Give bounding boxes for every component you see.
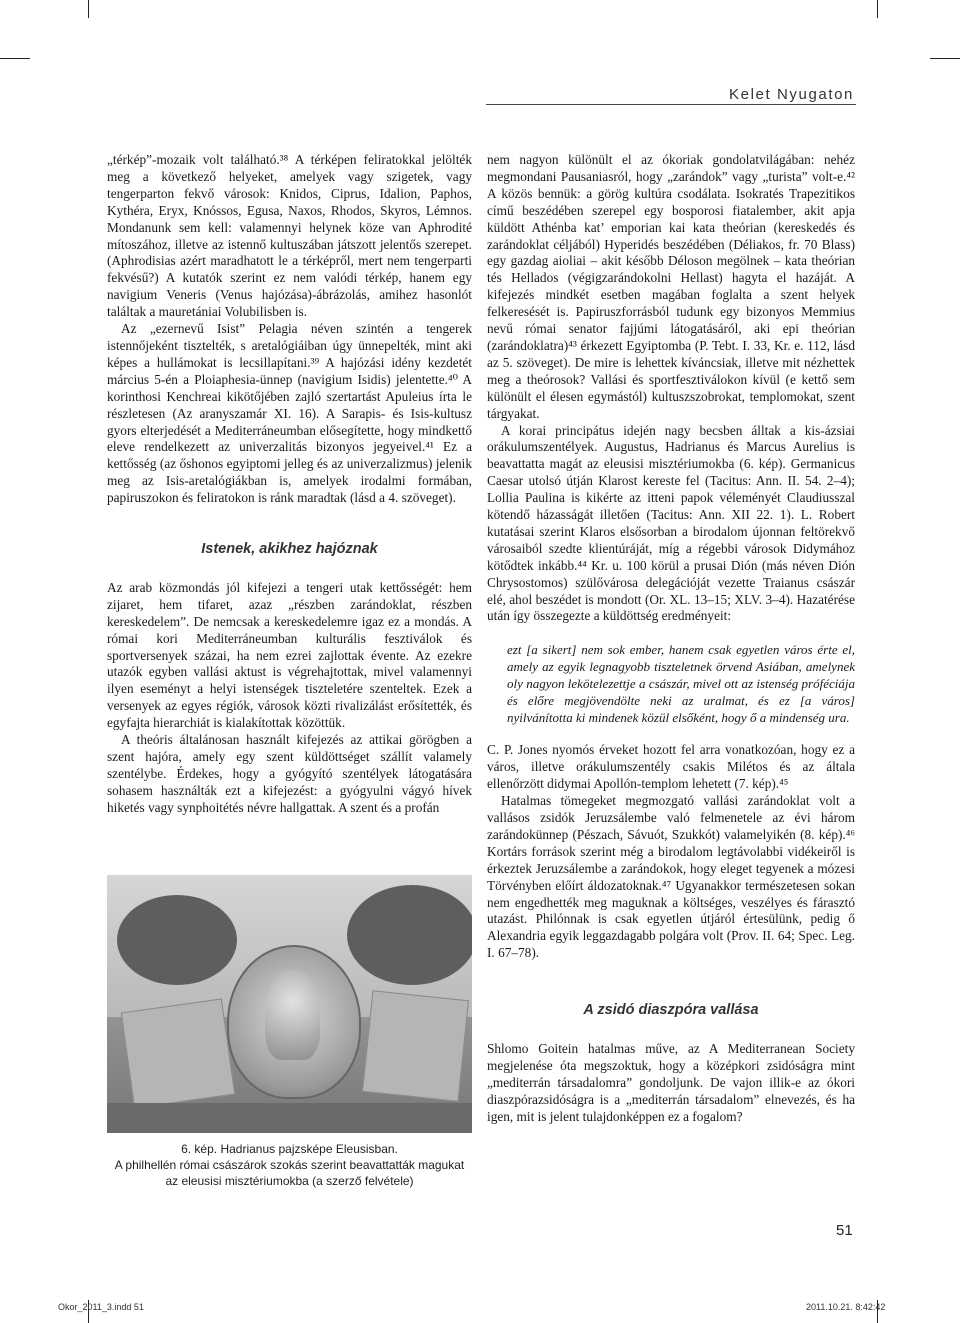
paragraph: Az arab közmondás jól kifejezi a tengeri utak kettősségét: hem zijaret, hem tifaret, azaz „részben zarándoklat, részben kereskedelem”. De nemcsak a kereskedelemre igaz ez a mondás. A római kori Mediterráneumban kulturális fesztiválok és sportversenyek százai, ha nem ezrei zajlottak évente. Az ezekre utazók egyben vallási aktust is végrehajtottak, mivel valamennyi ilyen eseményt a helyi istenségek tiszteletére szenteltek. Ezek a versenyek az egyes régiók, városok közti rivalizálást erősítették, és egyfajta hierarchiát is kialakítottak közöttük.: [107, 579, 472, 731]
photo-stone-block: [121, 998, 236, 1108]
crop-mark-top-left-h: [0, 58, 30, 59]
page-number: 51: [836, 1222, 853, 1239]
section-title: A zsidó diaszpóra vallása: [583, 1002, 759, 1019]
header-rule: [486, 104, 856, 105]
photo-ground: [107, 1103, 472, 1133]
paragraph: „térkép”-mozaik volt található.³⁸ A térképen feliratokkal jelölték meg a következő helyeket, amelyek vagy szigetek, vagy tengerparton fekvő városok: Knidos, Ciprus, Idalion, Paphos, Kythéra, Eryx, Knóssos, Egusa, Naxos, Rhodos, Skyros, Lémnos. Mondanunk sem kell: valamennyi helynek köze van Aphrodité mítoszához, illetve az istennő kultuszában játszott jelentős szerepet. (Aphrodisias azért maradhatott le a térképről, mert nem tengerparti fekvésű?) A kutatók szerint ez nem valódi térkép, hanem egy navigium Veneris (Venus hajózása)-ábrázolás, amihez hasonlót találtak a mauretániai Volubilisben is.: [107, 152, 472, 320]
crop-mark-top-right: [877, 0, 878, 18]
paragraph: Shlomo Goitein hatalmas műve, az A Mediterranean Society megjelenése óta megszoktuk, hogy a középkori zsidóságra mint „mediterrán társadalomra” gondoljunk. De vajon illik-e az ókori diaszpórazsidóságra is a „mediterrán társadalom” elnevezés, és ha igen, mit is jelent tulajdonképpen ez a fogalom?: [487, 1041, 855, 1124]
photo-bust: [265, 970, 320, 1060]
hadrianus-shield-photo: [107, 875, 472, 1133]
left-column: [107, 152, 472, 817]
block-quote: ezt [a sikert] nem sok ember, hanem csak egyetlen város érte el, amely az egyik legnagyobb tiszteletnek örvend Asiában, amelynek oly nagyon lekötelezettje a császár, mivel ott az istenség próféciája és előre megjövendölte neki az uralmat, és ez [a város] nyilvánította ki mindenek közül elsőként, hogy ő a mindenség ura.: [507, 642, 855, 726]
photo-tree: [347, 885, 472, 985]
slug-file: Okor_2011_3.indd 51: [58, 1302, 144, 1312]
running-head: Kelet Nyugaton: [729, 86, 854, 103]
paragraph: A theóris általánosan használt kifejezés az attikai görögben a szent hajóra, amely egy szent küldöttséget szállít valamely szentélybe. Érdekes, hogy a gyógyító szentélyek látogatására sohasem használták ezt a kifejezést: a gyógyulni vágyó hívek hiketés vagy synphoitétés névre hallgattak. A szent és a profán: [107, 732, 472, 815]
caption-line: az eleusisi misztériumokba (a szerző felvétele): [165, 1174, 414, 1188]
caption-line: 6. kép. Hadrianus pajzsképe Eleusisban.: [181, 1142, 398, 1156]
photo-caption: [107, 1141, 472, 1189]
paragraph: C. P. Jones nyomós érveket hozott fel arra vonatkozóan, hogy ez a város, illetve orákulumszentély csakis Milétos és az általa ellenőrzött didymai Apollón-templom lehetett (7. kép).⁴⁵: [487, 742, 855, 792]
crop-mark-top-left: [88, 0, 89, 18]
paragraph: Hatalmas tömegeket megmozgató vallási zarándoklat volt a vallásos zsidók Jeruzsálembe való felmenetele az évi három zarándokünnep (Pészach, Sávuót, Szukkót) valamelyikén (8. kép).⁴⁶ Kortárs források szerint még a birodalom legtávolabbi vidékeiről is érkeztek Jeruzsálembe a zarándokok, hogy eleget tegyenek a mózesi Törvényben előírt áldozatoknak.⁴⁷ Ugyanakkor természetesen sokan nem engedhették meg maguknak a költséges, veszélyes és fárasztó utazást. Philónnak is csak egyetlen útjáról értesülünk, pedig ő Alexandria egyik leggazdagabb polgára volt (Prov. II. 64; Spec. Leg. I. 67–78).: [487, 793, 855, 961]
crop-mark-top-right-h: [930, 58, 960, 59]
slug-timestamp: 2011.10.21. 8:42:42: [806, 1302, 886, 1312]
paragraph: A korai principátus idején nagy becsben álltak a kis-ázsiai orákulumszentélyek. Augustus, Hadrianus és Marcus Aurelius is beavattatta magát az eleusisi misztériumokba (6. kép). Germanicus Caesar utolsó útján Klarost kereste fel (Tacitus: Ann. II. 54. 2–4); Lollia Paulina is kikérte az itteni papok véleményét Claudiusszal kötendő házasságát illetően (Tacitus: Ann. XII 22. 1). L. Robert kutatásai szerint Klaros elsősorban a birodalom újonnan feltörekvő városaiból szedte klientúráját, míg a régebbi városok Didymához kötődtek inkább.⁴⁴ Kr. u. 100 körül a prusai Dión (más néven Dión Chrysostomos) szülővárosa delegációját vezette Traianus császár elé, ahol beszédet is mondott (Or. XL. 13–15; XLV. 3–4). Hazatérése után így összegezte a küldöttség eredményeit:: [487, 422, 855, 624]
paragraph: nem nagyon különült el az ókoriak gondolatvilágában: nehéz megmondani Pausaniasról, hogy „zarándok” vagy „turista” volt-e.⁴² A közös bennük: a görög kultúra csodálata. Isokratés Trapezitikos című beszédében szerepel egy bosporosi fiatalember, akit apja küldött Athénba kat’ emporian kai kata theórian (kereskedés és zarándoklat céljából) Hyperidés beszédében (Déliakos, fr. 70 Blass) egy gazdag aioliai – akit később Déloson megölnek – kata theórian tés Hellados (végigzarándokolni Hellast) hagyta el hazáját. A kifejezés mindkét esetben magában foglalta a szent helyek felkeresését is. Papiruszforrásból tudunk egy bizonyos Memmius nevű római senator fajjúmi látogatásáról, aki epi theórian (zarándoklatra)⁴³ érkezett Egyiptomba (P. Tebt. I. 33, Kr. e. 112, lásd az 5. szöveget). De mire is lehettek kíváncsiak, illetve mit nézhettek meg a theórosok? Vallási és sportfesztiválokon kívül (e kettő sem különült el élesen egymástól) kultuszszobrokat, templomokat, szent tárgyakat.: [487, 152, 855, 421]
photo-tree: [117, 895, 237, 985]
caption-line: A philhellén római császárok szokás szerint beavattatták magukat: [114, 1158, 465, 1172]
paragraph: Az „ezernevű Isist” Pelagia néven szintén a tengerek istennőjeként tisztelték, s aretalógiáiban úgy ünnepelték, mint aki képes a hullámokat is lecsillapítani.³⁹ A hajózási idény kezdetét március 5-én a Ploiaphesia-ünnep (navigium Isidis) jelentette.⁴⁰ A korinthosi Kenchreai kikötőjében zajló szertartást Apuleius írta le részletesen (Az aranyszamár XI. 16). A Sarapis- és Isis-kultusz gyors elterjedését a Mediterráneumban elősegítette, hogy mindkettő eleve rendelkezett az univerzalitás bizonyos jegyeivel.⁴¹ Ez a kettősség (az őshonos egyiptomi jelleg és az univerzalizmus) jelenik meg az Isis-aretalógiákban is, amelyek irodalmi formában, papiruszokon és feliratokon is ránk maradtak (lásd a 4. szöveget).: [107, 321, 472, 506]
photo-stone-block: [362, 990, 469, 1102]
right-column: [487, 152, 855, 1126]
section-title: Istenek, akikhez hajóznak: [201, 541, 378, 558]
